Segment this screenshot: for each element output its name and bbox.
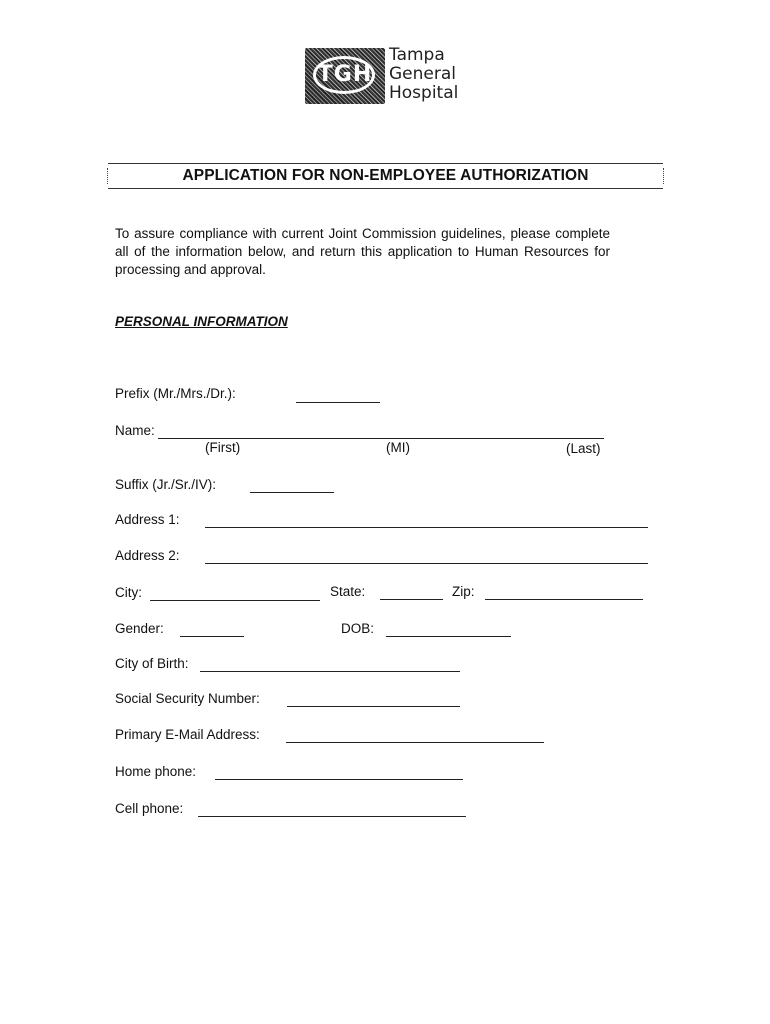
cell-phone-field[interactable] — [198, 802, 466, 817]
prefix-label: Prefix (Mr./Mrs./Dr.): — [115, 386, 236, 401]
ssn-field[interactable] — [287, 692, 460, 707]
ssn-label: Social Security Number: — [115, 691, 260, 706]
address2-field[interactable] — [205, 549, 648, 564]
title-box — [108, 163, 663, 189]
home-phone-field[interactable] — [215, 765, 463, 780]
logo-word-1: Tampa — [389, 45, 445, 65]
email-field[interactable] — [286, 728, 544, 743]
page-title: APPLICATION FOR NON-EMPLOYEE AUTHORIZATION — [182, 167, 589, 184]
suffix-label: Suffix (Jr./Sr./IV): — [115, 477, 217, 492]
dob-field[interactable] — [386, 622, 511, 637]
name-field[interactable] — [158, 424, 604, 439]
section-heading: PERSONAL INFORMATION — [115, 314, 288, 329]
home-phone-label: Home phone: — [115, 764, 197, 779]
zip-field[interactable] — [485, 585, 643, 600]
dob-label: DOB: — [341, 621, 375, 636]
email-label: Primary E-Mail Address: — [115, 727, 260, 742]
address1-field[interactable] — [205, 513, 648, 528]
city-field[interactable] — [150, 586, 320, 601]
state-label: State: — [330, 584, 366, 599]
logo-letters: TGH — [317, 62, 373, 87]
city-label: City: — [115, 585, 142, 600]
gender-label: Gender: — [115, 621, 164, 636]
logo-word-3: Hospital — [389, 83, 459, 103]
name-label: Name: — [115, 423, 155, 438]
address2-label: Address 2: — [115, 548, 180, 563]
name-mi-caption: (MI) — [386, 440, 410, 455]
suffix-field[interactable] — [250, 478, 334, 493]
logo-mark-icon — [305, 48, 385, 104]
logo-word-2: General — [389, 64, 456, 84]
name-first-caption: (First) — [205, 440, 241, 455]
state-field[interactable] — [380, 585, 443, 600]
logo-wordmark — [389, 46, 458, 103]
cell-phone-label: Cell phone: — [115, 801, 184, 816]
gender-field[interactable] — [180, 622, 244, 637]
prefix-field[interactable] — [296, 388, 380, 403]
city-of-birth-field[interactable] — [200, 657, 460, 672]
name-last-caption: (Last) — [566, 441, 601, 456]
zip-label: Zip: — [452, 584, 475, 599]
city-of-birth-label: City of Birth: — [115, 656, 189, 671]
address1-label: Address 1: — [115, 512, 180, 527]
intro-paragraph: To assure compliance with current Joint Commission guidelines, please complete all of the information below, and return this application to Human Resources for processing and approval. — [115, 226, 610, 277]
hospital-logo — [305, 46, 470, 108]
